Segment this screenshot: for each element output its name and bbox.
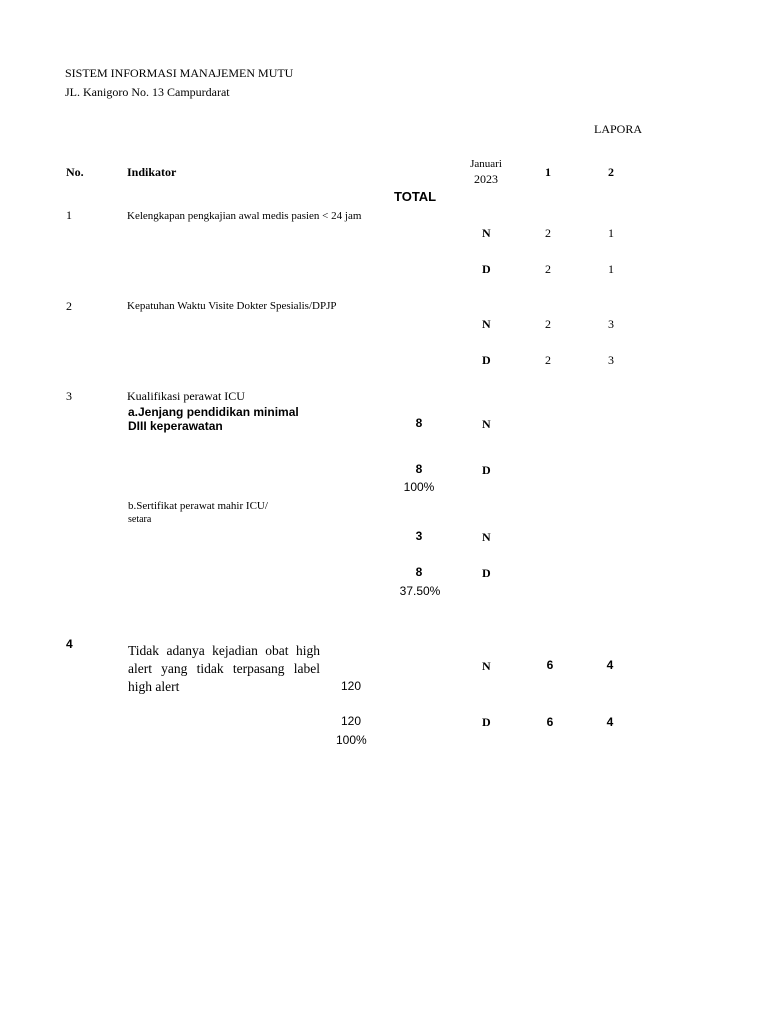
row-2-d-label: D — [482, 353, 491, 367]
row-2-n-day-1: 2 — [545, 317, 551, 331]
row-4-d-day-2: 4 — [606, 715, 614, 729]
row-3a-percent: 100% — [403, 480, 435, 494]
row-4-d-day-1: 6 — [546, 715, 554, 729]
row-3b-percent: 37.50% — [399, 584, 441, 598]
row-1-n-day-2: 1 — [608, 226, 614, 240]
row-4-n-day-2: 4 — [606, 658, 614, 672]
column-header-month: Januari — [470, 158, 502, 170]
row-1-no: 1 — [66, 208, 72, 222]
row-4-n-total: 120 — [341, 679, 362, 693]
row-4-n-day-1: 6 — [546, 658, 554, 672]
row-3a-indicator-line-1: a.Jenjang pendidikan minimal — [128, 405, 299, 419]
row-1-d-day-1: 2 — [545, 262, 551, 276]
row-4-n-label: N — [482, 659, 491, 673]
row-3a-n-label: N — [482, 417, 491, 431]
row-1-n-label: N — [482, 226, 491, 240]
row-3b-d-label: D — [482, 566, 491, 580]
row-1-d-day-2: 1 — [608, 262, 614, 276]
row-4-d-label: D — [482, 715, 491, 729]
row-1-indicator: Kelengkapan pengkajian awal medis pasien < 24 jam — [127, 210, 362, 222]
row-2-d-day-1: 2 — [545, 353, 551, 367]
row-3b-n-label: N — [482, 530, 491, 544]
row-3b-indicator-line-2: setara — [128, 514, 152, 525]
row-2-indicator: Kepatuhan Waktu Visite Dokter Spesialis/DPJP — [127, 300, 337, 312]
row-3-indicator: Kualifikasi perawat ICU — [127, 389, 245, 403]
column-header-day-1: 1 — [545, 165, 551, 179]
row-2-n-day-2: 3 — [608, 317, 614, 331]
column-header-indikator: Indikator — [127, 165, 177, 179]
column-header-total: TOTAL — [394, 189, 437, 204]
row-3a-d-label: D — [482, 463, 491, 477]
row-3b-n-total: 3 — [415, 529, 423, 543]
row-2-n-label: N — [482, 317, 491, 331]
column-header-no: No. — [66, 165, 84, 179]
row-3b-indicator-line-1: b.Sertifikat perawat mahir ICU/ — [128, 500, 268, 512]
row-3b-d-total: 8 — [415, 565, 423, 579]
row-4-d-total: 120 — [341, 714, 362, 728]
report-title: LAPORA — [594, 122, 643, 136]
column-header-day-2: 2 — [608, 165, 614, 179]
org-name: SISTEM INFORMASI MANAJEMEN MUTU — [65, 66, 294, 80]
row-2-d-day-2: 3 — [608, 353, 614, 367]
row-1-d-label: D — [482, 262, 491, 276]
address: JL. Kanigoro No. 13 Campurdarat — [65, 85, 230, 99]
row-4-indicator: Tidak adanya kejadian obat high alert yang tidak terpasang label high alert — [128, 643, 320, 694]
row-3-no: 3 — [66, 389, 72, 403]
column-header-year: 2023 — [474, 172, 498, 186]
row-2-no: 2 — [66, 299, 72, 313]
row-4-percent: 100% — [336, 733, 367, 747]
row-4-no: 4 — [66, 637, 73, 651]
row-3a-indicator-line-2: DIII keperawatan — [128, 419, 223, 433]
row-1-n-day-1: 2 — [545, 226, 551, 240]
row-3a-d-total: 8 — [415, 462, 423, 476]
row-3a-n-total: 8 — [415, 416, 423, 430]
